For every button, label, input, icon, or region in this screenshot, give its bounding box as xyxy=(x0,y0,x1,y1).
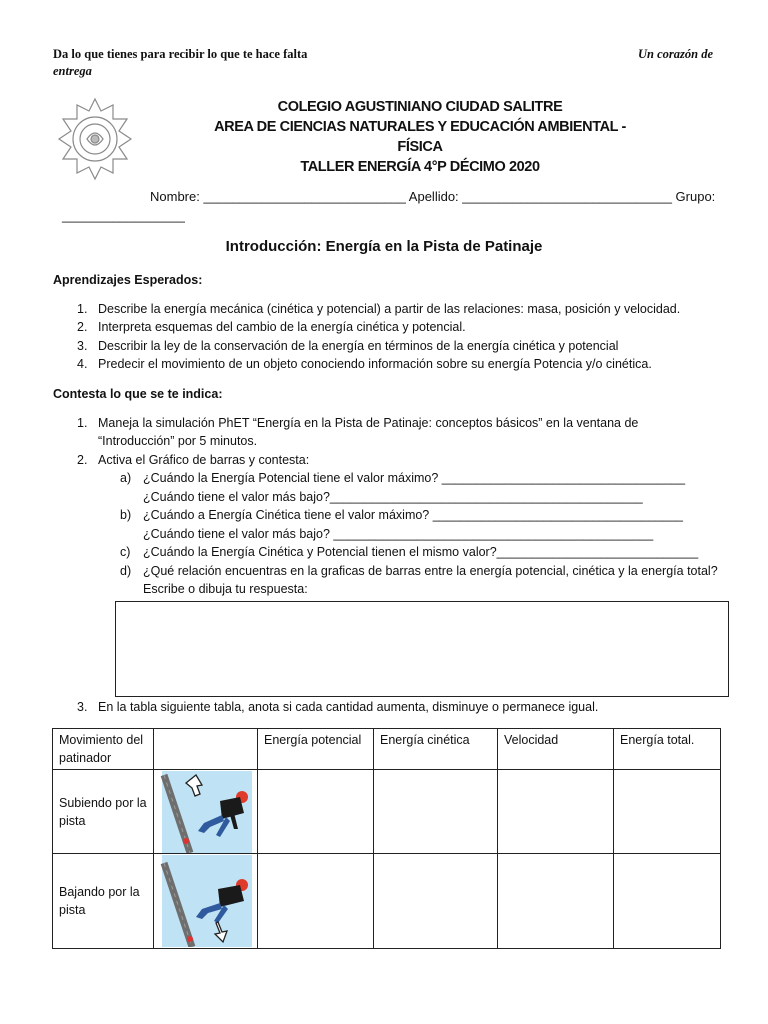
energy-table xyxy=(52,728,721,949)
list-item: 4. Predecir el movimiento de un objeto conociendo información sobre su energía Potencia y/o cinética. xyxy=(77,357,652,371)
question-d-instruction: Escribe o dibuja tu respuesta: xyxy=(143,582,308,596)
table-header-row xyxy=(53,729,721,770)
answer-cell[interactable] xyxy=(498,854,614,949)
header-cell: Energía potencial xyxy=(258,729,374,770)
table-row xyxy=(53,770,721,854)
question-c: c) ¿Cuándo la Energía Cinética y Potencial tienen el mismo valor?_____________________________ xyxy=(120,545,699,559)
answer-cell[interactable] xyxy=(374,854,498,949)
group-field-line[interactable]: _________________ xyxy=(62,208,185,223)
question-a-low: ¿Cuándo tiene el valor más bajo?_____________________________________________ xyxy=(143,489,643,504)
answer-cell[interactable] xyxy=(498,770,614,854)
header-cell xyxy=(154,729,258,770)
school-seal-icon xyxy=(57,97,133,181)
answer-cell[interactable] xyxy=(374,770,498,854)
tasks-section xyxy=(53,385,743,599)
list-item: 3. Describir la ley de la conservación de la energía en términos de la energía cinética y potencial xyxy=(77,338,619,353)
tasks-heading: Contesta lo que se te indica: xyxy=(53,387,223,401)
learning-heading: Aprendizajes Esperados: xyxy=(53,273,203,287)
skater-down-image xyxy=(154,854,258,949)
question-b-low: ¿Cuándo tiene el valor más bajo? ______________________________________________ xyxy=(143,526,654,541)
motto-continuation: entrega xyxy=(53,64,92,78)
question-d: d) ¿Qué relación encuentras en la graficas de barras entre la energía potencial, cinética y la energía total? xyxy=(120,563,718,578)
motto xyxy=(53,46,713,80)
header-cell: Energía total. xyxy=(614,729,721,770)
workshop-name: TALLER ENERGÍA 4°P DÉCIMO 2020 xyxy=(300,159,540,175)
list-item: 1. Maneja la simulación PhET “Energía en la Pista de Patinaje: conceptos básicos” en la ventana de “Introducción” por 5 minutos. xyxy=(77,415,639,448)
skater-up-image xyxy=(154,770,258,854)
header-cell: Movimiento del patinador xyxy=(53,729,154,770)
list-item: 2. Activa el Gráfico de barras y contesta: xyxy=(77,452,310,467)
answer-cell[interactable] xyxy=(258,854,374,949)
answer-cell[interactable] xyxy=(258,770,374,854)
answer-cell[interactable] xyxy=(614,854,721,949)
question-b: b) ¿Cuándo a Energía Cinética tiene el valor máximo? ____________________________________ xyxy=(120,508,684,522)
question-a: a) ¿Cuándo la Energía Potencial tiene el valor máximo? ___________________________________ xyxy=(120,471,686,485)
table-row xyxy=(53,854,721,949)
answer-box[interactable] xyxy=(115,601,729,697)
learning-section xyxy=(53,271,743,374)
row-label: Bajando por la pista xyxy=(53,854,154,949)
answer-cell[interactable] xyxy=(614,770,721,854)
list-item: 3. En la tabla siguiente tabla, anota si cada cantidad aumenta, disminuye o permanece igual. xyxy=(77,700,599,714)
school-name: COLEGIO AGUSTINIANO CIUDAD SALITRE xyxy=(277,99,563,115)
list-item: 1. Describe la energía mecánica (cinética y potencial) a partir de las relaciones: masa, posición y velocidad. xyxy=(77,301,681,316)
document-header xyxy=(200,97,640,177)
header-cell: Velocidad xyxy=(498,729,614,770)
list-item: 2. Interpreta esquemas del cambio de la energía cinética y potencial. xyxy=(77,320,466,334)
header-cell: Energía cinética xyxy=(374,729,498,770)
motto-left: Da lo que tienes para recibir lo que te hace falta xyxy=(53,47,308,61)
page-title: Introducción: Energía en la Pista de Patinaje xyxy=(225,238,543,255)
student-info-line[interactable]: Nombre: ____________________________ Apellido: _____________________________ Grupo: xyxy=(150,189,716,204)
motto-right: Un corazón de xyxy=(637,47,713,61)
department-name: AREA DE CIENCIAS NATURALES Y EDUCACIÓN AMBIENTAL - FÍSICA xyxy=(214,119,626,155)
row-label: Subiendo por la pista xyxy=(53,770,154,854)
